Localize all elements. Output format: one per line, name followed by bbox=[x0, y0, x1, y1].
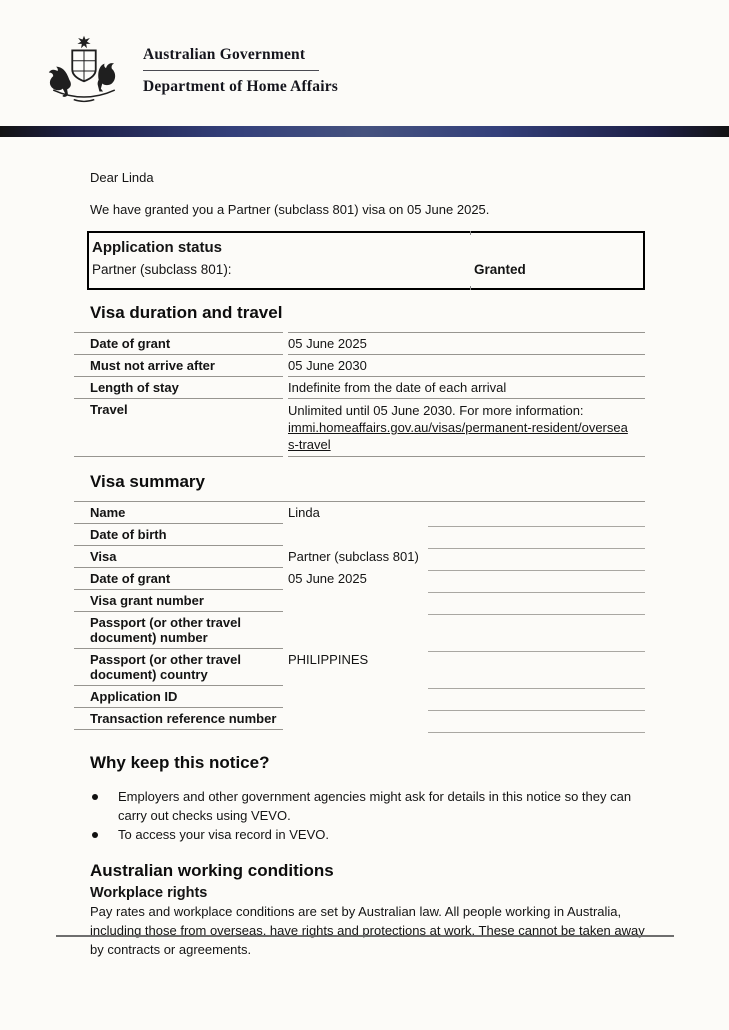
section-why-keep bbox=[74, 753, 645, 844]
row-value: Partner (subclass 801) bbox=[288, 546, 645, 568]
status-badge: Granted bbox=[474, 262, 526, 277]
greeting: Dear Linda bbox=[90, 170, 154, 185]
table-row bbox=[74, 502, 645, 524]
row-label: Travel bbox=[74, 398, 283, 457]
intro-line: We have granted you a Partner (subclass 801) visa on 05 June 2025. bbox=[90, 202, 490, 217]
table-row bbox=[74, 568, 645, 590]
row-value: 05 June 2025 bbox=[288, 568, 645, 590]
row-value bbox=[288, 612, 645, 649]
visa-summary-table bbox=[74, 501, 645, 730]
table-row bbox=[74, 590, 645, 612]
row-label: Date of birth bbox=[74, 524, 283, 546]
bullet-item: Employers and other government agencies might ask for details in this notice so they can carry out checks using VEVO. bbox=[90, 787, 645, 825]
row-label: Visa bbox=[74, 546, 283, 568]
row-label: Passport (or other travel document) country bbox=[74, 649, 283, 686]
table-row bbox=[74, 354, 645, 376]
letter-body bbox=[0, 170, 729, 959]
row-value bbox=[288, 590, 645, 612]
section-visa-duration bbox=[74, 303, 645, 457]
footer-divider bbox=[56, 935, 674, 937]
row-value bbox=[288, 524, 645, 546]
table-row bbox=[74, 649, 645, 686]
visa-duration-table bbox=[74, 332, 645, 457]
row-value: 05 June 2030 bbox=[288, 354, 645, 376]
travel-value-text: Unlimited until 05 June 2030. For more information: bbox=[288, 403, 584, 418]
row-label: Length of stay bbox=[74, 376, 283, 398]
overseas-travel-link[interactable]: immi.homeaffairs.gov.au/visas/permanent-resident/overseas-travel bbox=[288, 420, 628, 452]
brand-gradient-bar bbox=[0, 126, 729, 137]
row-value bbox=[288, 686, 645, 708]
application-status-title: Application status bbox=[92, 239, 223, 256]
row-value bbox=[288, 398, 645, 457]
application-status-row bbox=[92, 260, 635, 280]
why-keep-bullet-list bbox=[90, 787, 645, 844]
header bbox=[0, 0, 729, 109]
section-title: Australian working conditions bbox=[90, 861, 334, 880]
section-title: Visa summary bbox=[90, 472, 205, 491]
row-label: Passport (or other travel document) number bbox=[74, 612, 283, 649]
table-row bbox=[74, 612, 645, 649]
section-title: Visa duration and travel bbox=[90, 303, 283, 322]
workplace-rights-subheading: Workplace rights bbox=[90, 885, 208, 901]
section-working-conditions bbox=[74, 861, 645, 959]
department-name: Department of Home Affairs bbox=[143, 78, 339, 95]
row-label: Must not arrive after bbox=[74, 354, 283, 376]
row-value: 05 June 2025 bbox=[288, 332, 645, 354]
section-title: Why keep this notice? bbox=[90, 753, 270, 772]
government-name: Australian Government bbox=[143, 46, 319, 71]
application-status-box bbox=[87, 231, 645, 290]
table-row bbox=[74, 686, 645, 708]
table-row bbox=[74, 546, 645, 568]
table-row bbox=[74, 524, 645, 546]
table-row bbox=[74, 332, 645, 354]
coat-of-arms-icon bbox=[40, 33, 128, 109]
row-label: Name bbox=[74, 502, 283, 524]
row-value: PHILIPPINES bbox=[288, 649, 645, 686]
row-label: Application ID bbox=[74, 686, 283, 708]
table-row bbox=[74, 708, 645, 730]
row-label: Date of grant bbox=[74, 332, 283, 354]
workplace-rights-paragraph: Pay rates and workplace conditions are set by Australian law. All people working in Australia, including those from overseas, have rights and protections at work. These cannot be taken away by contracts or agreements. bbox=[90, 904, 645, 957]
row-label: Transaction reference number bbox=[74, 708, 283, 730]
row-value bbox=[288, 708, 645, 730]
table-row bbox=[74, 398, 645, 457]
row-value: Indefinite from the date of each arrival bbox=[288, 376, 645, 398]
row-label: Visa grant number bbox=[74, 590, 283, 612]
section-visa-summary bbox=[74, 472, 645, 730]
status-visa-label: Partner (subclass 801): bbox=[92, 262, 232, 277]
row-label: Date of grant bbox=[74, 568, 283, 590]
table-row bbox=[74, 376, 645, 398]
bullet-item: To access your visa record in VEVO. bbox=[90, 825, 645, 844]
row-value: Linda bbox=[288, 502, 645, 524]
